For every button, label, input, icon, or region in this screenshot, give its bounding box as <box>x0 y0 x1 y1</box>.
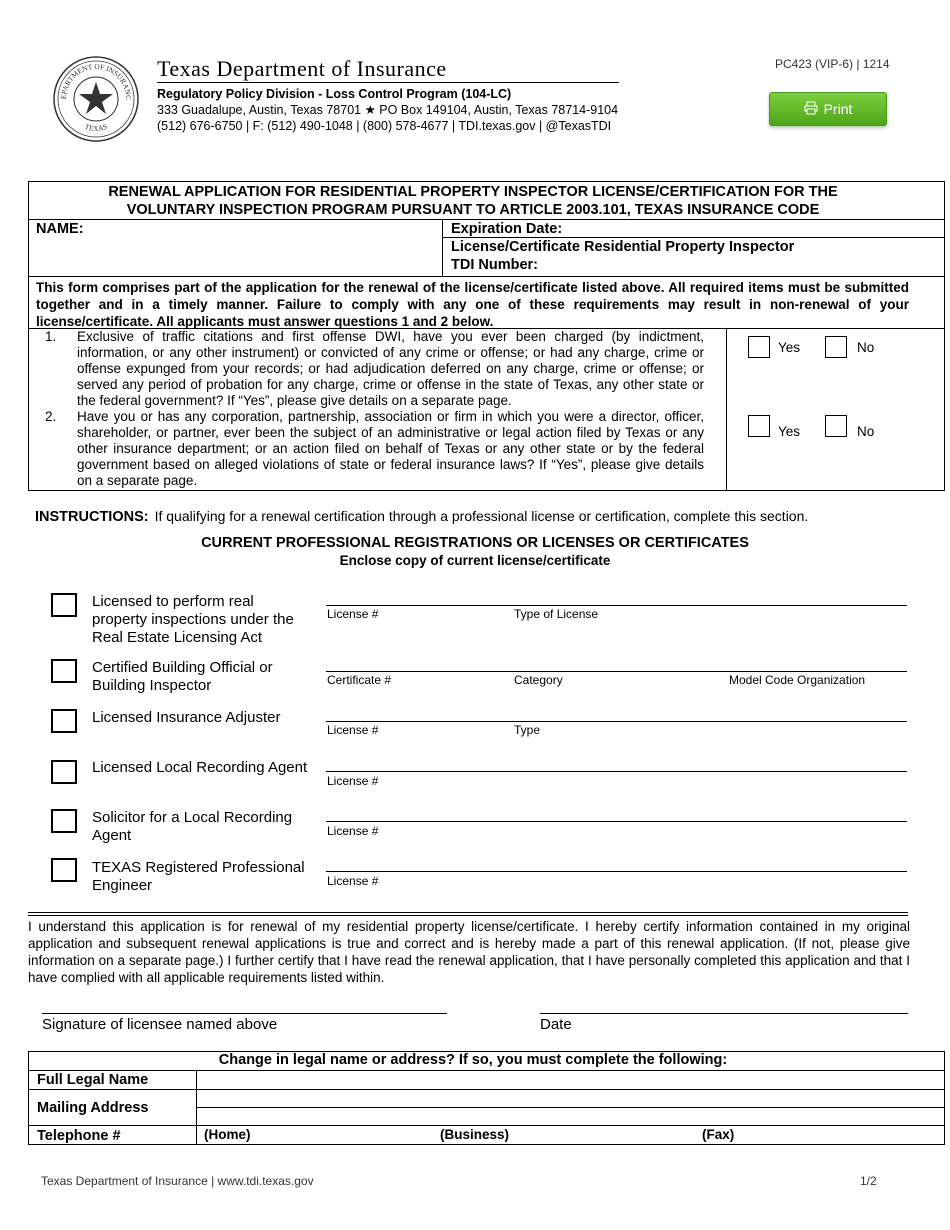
print-button[interactable] <box>769 92 887 126</box>
org-contact: (512) 676-6750 | F: (512) 490-1048 | (800) 578-4677 | TDI.texas.gov | @TexasTDI <box>157 119 612 133</box>
registration-4-line[interactable] <box>326 771 907 772</box>
org-name: Texas Department of Insurance <box>157 57 619 83</box>
registration-3-checkbox[interactable] <box>51 709 77 733</box>
registration-3-field-2: Type <box>514 723 541 737</box>
mailing-address-field[interactable] <box>197 1090 944 1125</box>
telephone-business-label: (Business) <box>440 1127 510 1142</box>
printer-icon <box>804 101 818 118</box>
question-1-number: 1. <box>45 329 57 344</box>
page-number: 1/2 <box>860 1174 877 1188</box>
registration-1-checkbox[interactable] <box>51 593 77 617</box>
full-legal-name-label: Full Legal Name <box>37 1072 149 1088</box>
svg-text:TEXAS <box>83 122 108 133</box>
question-2-yes-checkbox[interactable] <box>748 415 770 437</box>
certification-statement: I understand this application is for renewal of my residential property license/certificate. I hereby certify information contained in my original application and subsequent renewal applications is true and correct and is hereby made a part of this renewal application. (If not, please give information on a separate page.) I further certify that I have read the renewal application, that I have personally completed this application and that I have complied with all applicable requirements listed within. <box>28 919 910 985</box>
telephone-home-label: (Home) <box>204 1127 251 1142</box>
form-title-line2: VOLUNTARY INSPECTION PROGRAM PURSUANT TO ARTICLE 2003.101, TEXAS INSURANCE CODE <box>126 202 820 218</box>
registration-3-label: Licensed Insurance Adjuster <box>92 709 281 726</box>
question-1-yes-checkbox[interactable] <box>748 336 770 358</box>
date-label: Date <box>540 1016 572 1033</box>
registration-2-checkbox[interactable] <box>51 659 77 683</box>
telephone-fax-label: (Fax) <box>702 1127 735 1142</box>
question-2-no-checkbox[interactable] <box>825 415 847 437</box>
registration-2-field-1: Certificate # <box>327 673 392 687</box>
seal-bottom-text: TEXAS <box>83 121 109 134</box>
mailing-address-label: Mailing Address <box>37 1100 149 1116</box>
question-2-no-label: No <box>857 424 875 439</box>
signature-line[interactable] <box>42 1013 447 1014</box>
date-line[interactable] <box>540 1013 908 1014</box>
registration-2-line[interactable] <box>326 671 907 672</box>
change-title: Change in legal name or address? If so, you must complete the following: <box>218 1052 728 1068</box>
registration-3-field-1: License # <box>327 723 379 737</box>
name-label: NAME: <box>36 221 84 237</box>
registration-6-label: TEXAS Registered Professional Engineer <box>92 859 305 894</box>
registrations-subtitle: Enclose copy of current license/certificate <box>339 553 611 568</box>
tdi-seal-logo <box>52 55 140 143</box>
question-2-yes-label: Yes <box>778 424 801 439</box>
instructions-text: If qualifying for a renewal certification through a professional license or certification, complete this section. <box>154 508 809 524</box>
question-1-text: Exclusive of traffic citations and first offense DWI, have you ever been charged (by indictment, information, or any other instrument) or convicted of any crime or offense; or had any charge, crime or offense expunged from your records; or had adjudication deferred on any charge, crime or offense; or served any period of probation for any charge, crime or offense in the state of Texas, any other state or the federal government? If “Yes”, please give details on a separate page. <box>77 329 704 408</box>
registration-6-field-1: License # <box>327 874 379 888</box>
registration-5-label: Solicitor for a Local Recording Agent <box>92 809 293 844</box>
registration-1-field-2: Type of License <box>514 607 599 621</box>
expiration-label: Expiration Date: <box>451 221 563 237</box>
form-title-line1: RENEWAL APPLICATION FOR RESIDENTIAL PROPERTY INSPECTOR LICENSE/CERTIFICATION FOR THE <box>108 184 838 200</box>
question-2-number: 2. <box>45 409 57 424</box>
tdi-number-label: TDI Number: <box>451 257 538 273</box>
license-label: License/Certificate Residential Property Inspector <box>451 239 795 255</box>
registration-6-line[interactable] <box>326 871 907 872</box>
org-address: 333 Guadalupe, Austin, Texas 78701 ★ PO Box 149104, Austin, Texas 78714-9104 <box>157 103 619 117</box>
registration-5-checkbox[interactable] <box>51 809 77 833</box>
registration-2-field-3: Model Code Organization <box>729 673 866 687</box>
question-1-no-label: No <box>857 340 875 355</box>
full-legal-name-field[interactable] <box>197 1071 944 1089</box>
question-2-text: Have you or has any corporation, partnership, association or firm in which you were a director, officer, shareholder, or partner, ever been the subject of an administrative or legal action filed by Texas or any other insurance department; or an action filed on behalf of Texas or any other state or by the federal government based on alleged violations of state or federal insurance laws? If “Yes”, please give details on a separate page. <box>77 409 704 488</box>
registration-6-checkbox[interactable] <box>51 858 77 882</box>
footer-org: Texas Department of Insurance | www.tdi.texas.gov <box>41 1174 314 1188</box>
question-1-no-checkbox[interactable] <box>825 336 847 358</box>
registration-1-line[interactable] <box>326 605 907 606</box>
form-id: PC423 (VIP-6) | 1214 <box>775 57 890 71</box>
question-1-yes-label: Yes <box>778 340 801 355</box>
org-division: Regulatory Policy Division - Loss Control Program (104-LC) <box>157 87 512 101</box>
form-title <box>28 183 918 219</box>
registration-4-label: Licensed Local Recording Agent <box>92 759 308 776</box>
telephone-label: Telephone # <box>37 1128 121 1144</box>
instructions-label: INSTRUCTIONS: <box>35 509 149 525</box>
registration-2-label: Certified Building Official or Building Inspector <box>92 659 273 694</box>
registration-5-field-1: License # <box>327 824 379 838</box>
form-intro: This form comprises part of the application for the renewal of the license/certificate listed above. All required items must be submitted together and in a timely manner. Failure to comply with any one of these requirements may result in non-renewal of your license/certificate. All applicants must answer questions 1 and 2 below. <box>36 280 909 329</box>
instructions <box>35 508 808 525</box>
print-label: Print <box>823 101 853 117</box>
registration-5-line[interactable] <box>326 821 907 822</box>
registration-4-checkbox[interactable] <box>51 760 77 784</box>
registration-1-field-1: License # <box>327 607 379 621</box>
registrations-title: CURRENT PROFESSIONAL REGISTRATIONS OR LICENSES OR CERTIFICATES <box>201 535 749 551</box>
registration-4-field-1: License # <box>327 774 379 788</box>
signature-label: Signature of licensee named above <box>42 1016 278 1033</box>
registration-3-line[interactable] <box>326 721 907 722</box>
registration-1-label: Licensed to perform real property inspections under the Real Estate Licensing Act <box>92 593 294 646</box>
seal-top-text: EPARTMENT OF INSURANC <box>58 61 134 101</box>
registration-2-field-2: Category <box>514 673 563 687</box>
